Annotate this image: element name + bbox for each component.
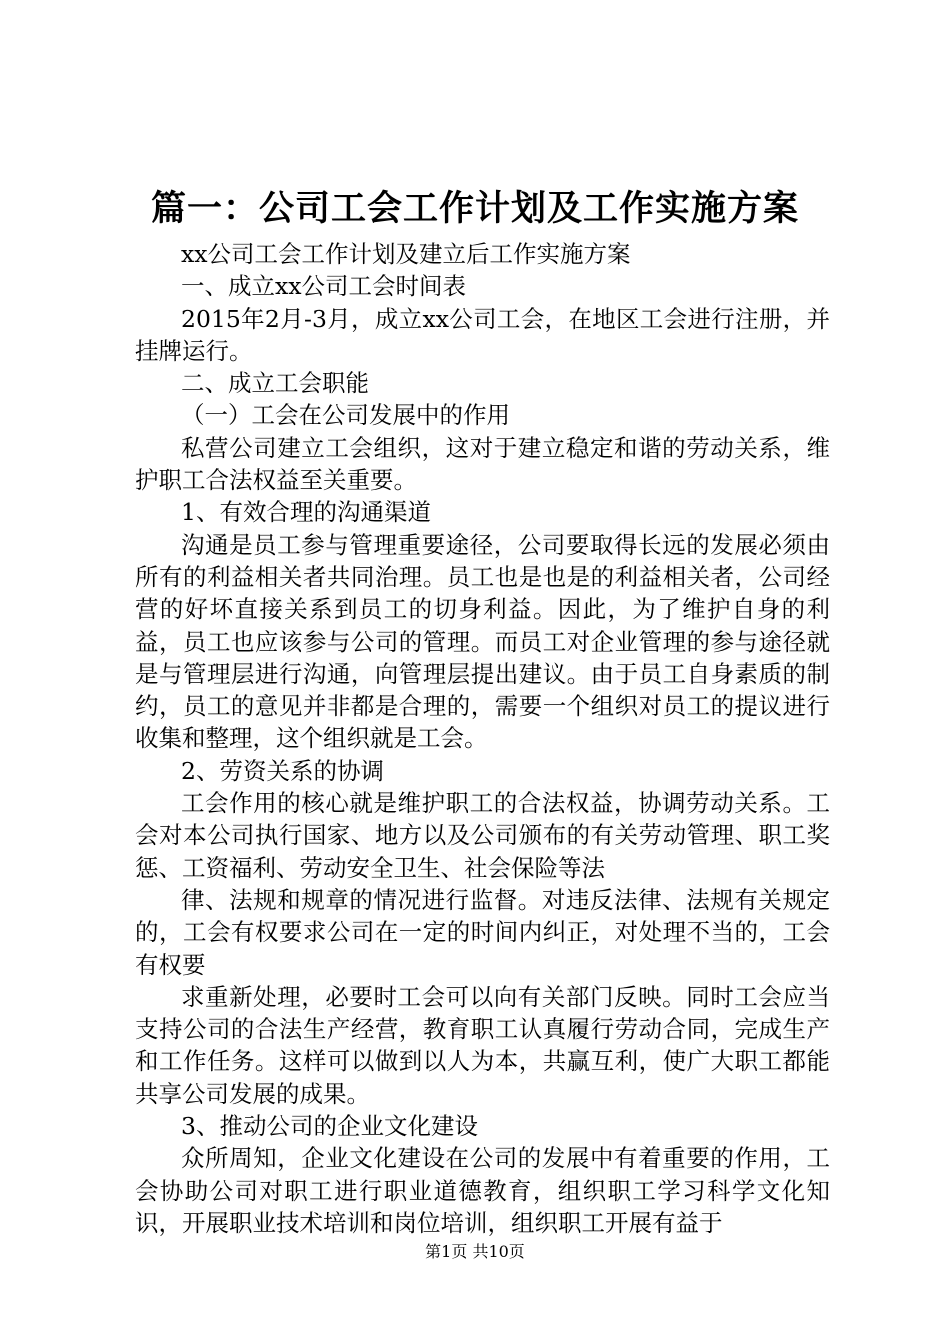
paragraph: 律、法规和规章的情况进行监督。对违反法律、法规有关规定的，工会有权要求公司在一定的时间内纠正，对处理不当的，工会有权要 — [135, 885, 830, 979]
page-footer: 第1页 共10页 — [425, 1242, 525, 1261]
subsection-heading: （一）工会在公司发展中的作用 — [181, 401, 510, 430]
paragraph: 沟通是员工参与管理重要途径，公司要取得长远的发展必须由所有的利益相关者共同治理。员工也是也是的利益相关者，公司经营的好坏直接关系到员工的切身利益。因此，为了维护自身的利益，员工也应该参与公司的管理。而员工对企业管理的参与途径就是与管理层进行沟通，向管理层提出建议。由于员工自身素质的制约，员工的意见并非都是合理的，需要一个组织对员工的提议进行收集和整理，这个组织就是工会。 — [135, 530, 830, 753]
document-title: 篇一：公司工会工作计划及工作实施方案 — [150, 188, 799, 229]
item-heading: 2、劳资关系的协调 — [181, 756, 384, 785]
paragraph: 私营公司建立工会组织，这对于建立稳定和谐的劳动关系，维护职工合法权益至关重要。 — [135, 433, 830, 495]
paragraph: 2015年2月-3月，成立xx公司工会，在地区工会进行注册，并挂牌运行。 — [135, 304, 830, 365]
section-heading: 二、成立工会职能 — [181, 369, 369, 398]
section-heading: 一、成立xx公司工会时间表 — [181, 272, 467, 301]
item-heading: 1、有效合理的沟通渠道 — [181, 498, 431, 527]
item-heading: 3、推动公司的企业文化建设 — [181, 1112, 478, 1141]
paragraph: 工会作用的核心就是维护职工的合法权益，协调劳动关系。工会对本公司执行国家、地方以及公司颁布的有关劳动管理、职工奖惩、工资福利、劳动安全卫生、社会保险等法 — [135, 789, 830, 882]
document-body — [135, 238, 830, 1239]
paragraph: xx公司工会工作计划及建立后工作实施方案 — [181, 240, 631, 268]
paragraph: 众所周知，企业文化建设在公司的发展中有着重要的作用，工会协助公司对职工进行职业道德教育，组织职工学习科学文化知识，开展职业技术培训和岗位培训，组织职工开展有益于 — [135, 1144, 830, 1237]
paragraph: 求重新处理，必要时工会可以向有关部门反映。同时工会应当支持公司的合法生产经营，教育职工认真履行劳动合同，完成生产和工作任务。这样可以做到以人为本，共赢互利，使广大职工都能共享公司发展的成果。 — [135, 982, 830, 1108]
